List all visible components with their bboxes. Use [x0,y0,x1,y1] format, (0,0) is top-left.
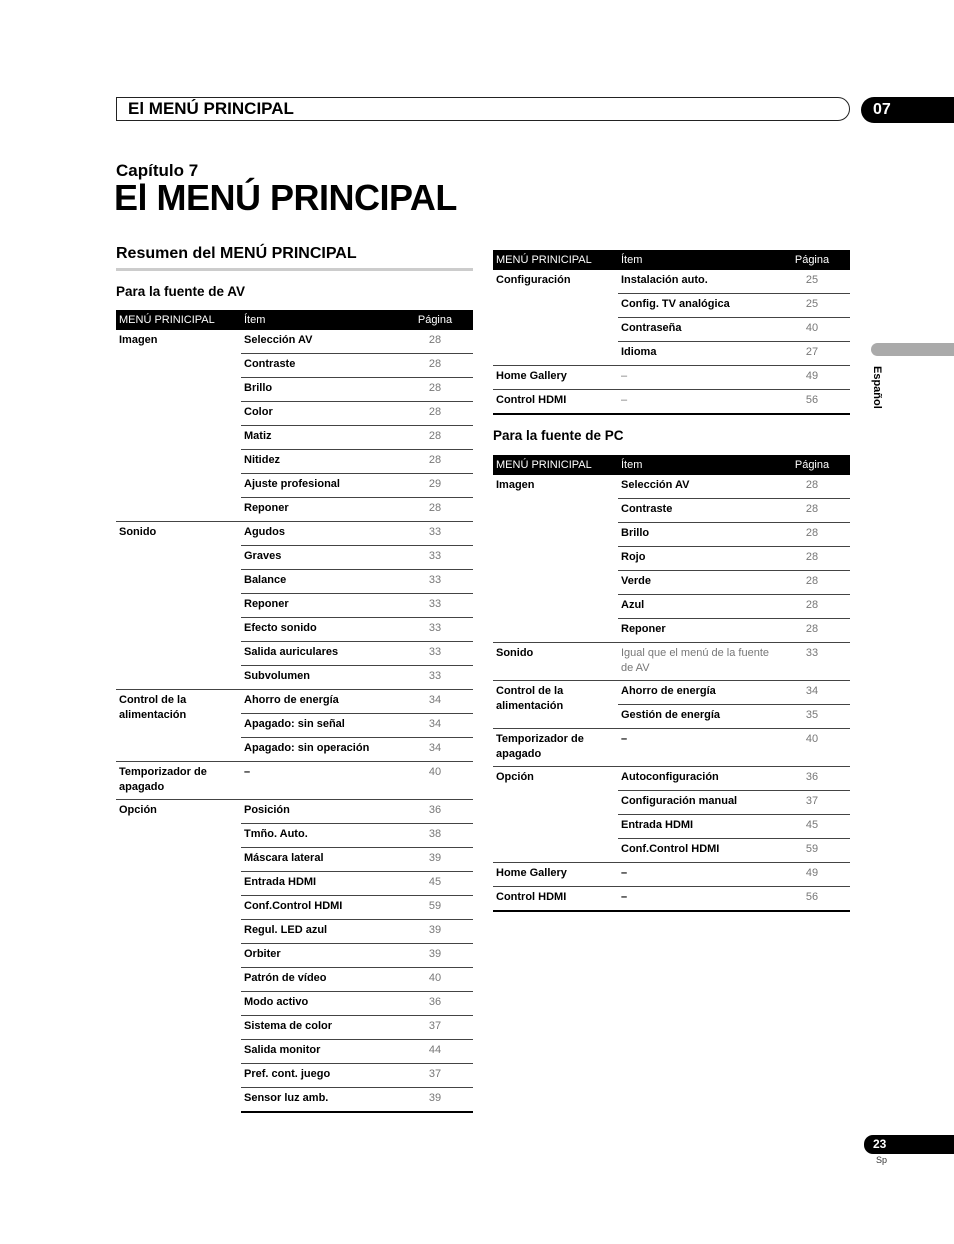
col-header-item: Ítem [618,455,774,475]
table-row [493,767,850,791]
page-ref: 28 [774,523,850,547]
menu-item: Conf.Control HDMI [241,896,397,920]
menu-item: Config. TV analógica [618,294,774,318]
page-ref: 39 [397,920,473,944]
table-row [493,366,850,390]
page-ref: 28 [774,499,850,523]
menu-item: Entrada HDMI [618,815,774,839]
menu-category: Opción [116,800,241,1113]
menu-item: Apagado: sin operación [241,738,397,762]
page-ref: 25 [774,294,850,318]
menu-item: Contraste [241,354,397,378]
page-ref: 28 [774,475,850,499]
menu-item: Ahorro de energía [241,690,397,714]
page-ref: 33 [397,570,473,594]
page-ref: 28 [397,402,473,426]
pc-source-table [493,455,850,912]
menu-item: Instalación auto. [618,270,774,294]
page-ref: 59 [397,896,473,920]
section-title: Resumen del MENÚ PRINCIPAL [116,245,473,271]
menu-category: Imagen [496,479,535,491]
page-ref: 40 [774,729,850,767]
menu-item: Agudos [241,522,397,546]
menu-item: Nitidez [241,450,397,474]
page-ref: 33 [397,642,473,666]
menu-item: Reponer [241,594,397,618]
page-ref: 25 [774,270,850,294]
config-table [493,250,850,415]
page-ref: 34 [397,690,473,714]
menu-item: Patrón de vídeo [241,968,397,992]
page-ref: 27 [774,342,850,366]
menu-item: Brillo [241,378,397,402]
page-ref: 34 [397,738,473,762]
menu-item: Gestión de energía [618,705,774,729]
table-row [116,522,473,546]
av-source-table [116,310,473,1113]
page-ref: 37 [397,1016,473,1040]
menu-item: Orbiter [241,944,397,968]
table-row [493,475,850,499]
menu-item: Selección AV [618,475,774,499]
menu-item: Verde [618,571,774,595]
menu-item: Conf.Control HDMI [618,839,774,863]
menu-category: Temporizador de apagado [116,762,241,800]
menu-category: Home Gallery [493,863,618,887]
menu-item: Ajuste profesional [241,474,397,498]
table-row [493,863,850,887]
pc-source-title: Para la fuente de PC [493,428,624,443]
menu-item: – [618,390,774,415]
page-ref: 39 [397,848,473,872]
page-ref: 33 [397,666,473,690]
menu-item: Rojo [618,547,774,571]
menu-item: Efecto sonido [241,618,397,642]
page-ref: 28 [774,619,850,643]
page-ref: 45 [774,815,850,839]
page-ref: 39 [397,944,473,968]
page-ref: 28 [397,498,473,522]
menu-item: Contraste [618,499,774,523]
menu-item: Ahorro de energía [618,681,774,705]
menu-item: Apagado: sin señal [241,714,397,738]
menu-item: Modo activo [241,992,397,1016]
menu-item: Brillo [618,523,774,547]
menu-item: Contraseña [618,318,774,342]
table-row [493,887,850,912]
menu-item: Matiz [241,426,397,450]
side-language-tab [871,343,954,356]
page-ref: 29 [397,474,473,498]
page-ref: 39 [397,1088,473,1113]
col-header-menu: MENÚ PRINICIPAL [493,455,618,475]
menu-category: Imagen [119,334,158,346]
menu-item: Sensor luz amb. [241,1088,397,1113]
table-row [493,729,850,767]
menu-category: Control de la alimentación [493,681,618,729]
page-ref: 36 [397,800,473,824]
page-lang-code: Sp [876,1155,888,1165]
menu-item: Configuración manual [618,791,774,815]
page-ref: 28 [397,426,473,450]
page-ref: 28 [397,450,473,474]
menu-item: Azul [618,595,774,619]
page-ref: 56 [774,887,850,912]
table-row [493,390,850,415]
header-title: El MENÚ PRINCIPAL [128,99,294,118]
menu-item: Entrada HDMI [241,872,397,896]
page-ref: 49 [774,366,850,390]
menu-item: Salida monitor [241,1040,397,1064]
menu-item: Regul. LED azul [241,920,397,944]
table-row [493,681,850,705]
table-row [116,690,473,714]
menu-item: Color [241,402,397,426]
page-ref: 33 [397,618,473,642]
menu-category: Control HDMI [493,887,618,912]
page-ref: 37 [774,791,850,815]
menu-item: Reponer [618,619,774,643]
page-ref: 33 [397,594,473,618]
menu-category: Temporizador de apagado [493,729,618,767]
table-row [116,800,473,824]
menu-item: Posición [241,800,397,824]
menu-item: Salida auriculares [241,642,397,666]
page-ref: 56 [774,390,850,415]
page-ref: 28 [774,547,850,571]
page-title: El MENÚ PRINCIPAL [114,177,457,218]
page-ref: 33 [397,522,473,546]
menu-item: Selección AV [241,330,397,354]
menu-item: Graves [241,546,397,570]
page-ref: 37 [397,1064,473,1088]
menu-item: Balance [241,570,397,594]
page-ref: 45 [397,872,473,896]
menu-item: – [618,366,774,390]
menu-item: Tmño. Auto. [241,824,397,848]
col-header-item: Ítem [241,310,397,330]
menu-category: Control HDMI [493,390,618,415]
page-ref: 35 [774,705,850,729]
col-header-item: Ítem [618,250,774,270]
menu-item: Sistema de color [241,1016,397,1040]
page-ref: 34 [397,714,473,738]
menu-item: Reponer [241,498,397,522]
menu-item: – [618,729,774,767]
page-ref: 49 [774,863,850,887]
page-ref: 28 [397,330,473,354]
page-ref: 40 [397,762,473,800]
menu-item: Pref. cont. juego [241,1064,397,1088]
page-ref: 40 [774,318,850,342]
page-ref: 38 [397,824,473,848]
page-ref: 28 [397,378,473,402]
col-header-menu: MENÚ PRINICIPAL [116,310,241,330]
menu-item: Máscara lateral [241,848,397,872]
menu-item: Subvolumen [241,666,397,690]
page-ref: 59 [774,839,850,863]
table-row [493,270,850,294]
menu-category: Home Gallery [493,366,618,390]
menu-category: Configuración [496,274,571,286]
page-ref: 28 [774,571,850,595]
table-row [116,330,473,354]
menu-item: – [241,762,397,800]
page-number: 23 [864,1135,954,1154]
chapter-number-badge: 07 [861,97,954,123]
col-header-menu: MENÚ PRINICIPAL [493,250,618,270]
side-language-label: Español [871,366,883,409]
page-ref: 36 [397,992,473,1016]
menu-category: Control de la alimentación [116,690,241,762]
chapter-label: Capítulo 7 [116,161,199,180]
table-row [116,762,473,800]
table-row [493,643,850,681]
menu-category: Opción [493,767,618,863]
av-source-title: Para la fuente de AV [116,284,246,299]
page-ref: 28 [774,595,850,619]
page-ref: 34 [774,681,850,705]
page-ref: 33 [397,546,473,570]
menu-category: Sonido [493,643,618,681]
page-ref: 28 [397,354,473,378]
menu-item: Autoconfiguración [618,767,774,791]
page-ref: 40 [397,968,473,992]
menu-category: Sonido [116,522,241,690]
menu-item: Idioma [618,342,774,366]
col-header-page: Página [774,455,850,475]
menu-item: – [618,863,774,887]
menu-item: Igual que el menú de la fuente de AV [618,643,774,681]
col-header-page: Página [397,310,473,330]
col-header-page: Página [774,250,850,270]
page-ref: 33 [774,643,850,681]
page-ref: 36 [774,767,850,791]
menu-item: – [618,887,774,912]
page-ref: 44 [397,1040,473,1064]
